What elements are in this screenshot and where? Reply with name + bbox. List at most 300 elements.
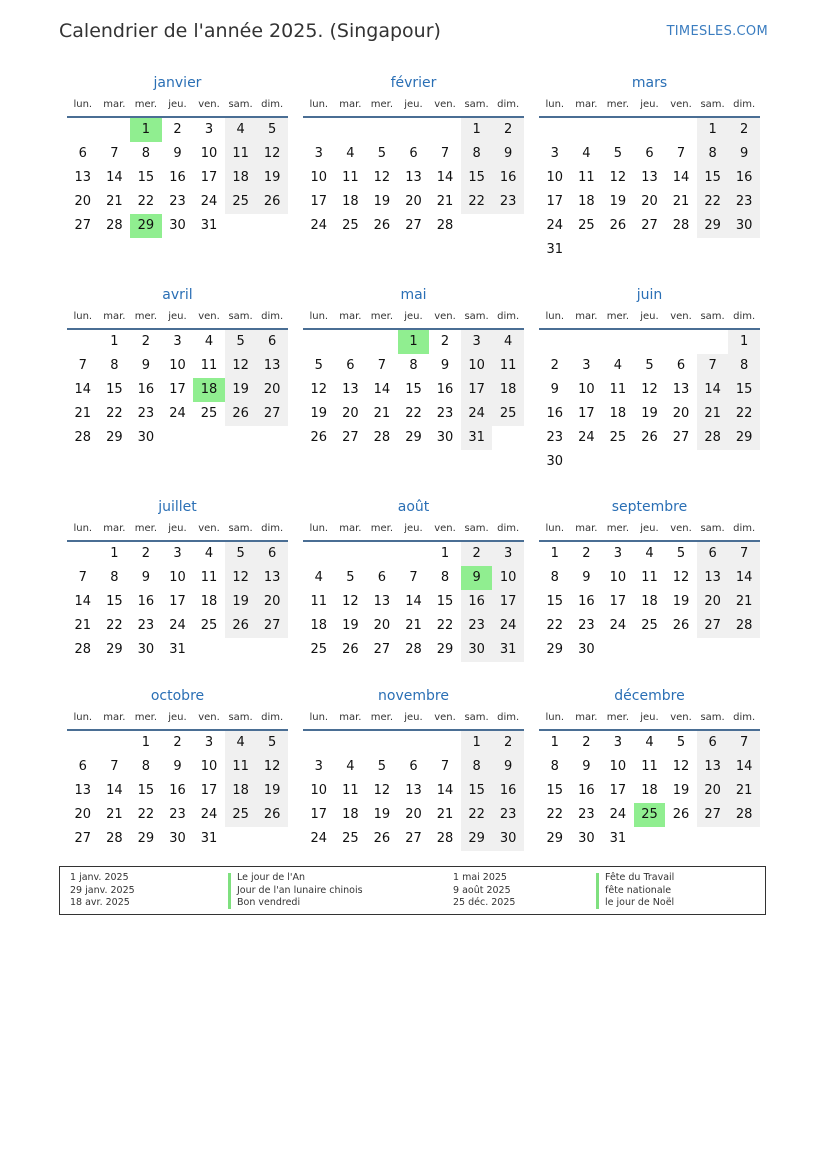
- day-cell: 13: [672, 382, 690, 397]
- weekday-label: dim.: [497, 99, 520, 110]
- week-row: [67, 142, 288, 166]
- month-name: avril: [162, 287, 193, 303]
- empty-day-cell: [398, 118, 430, 142]
- week-row: [539, 638, 760, 662]
- weekday-label: jeu.: [640, 712, 659, 723]
- empty-day-cell: [67, 542, 99, 566]
- month-block: [67, 685, 288, 851]
- day-cell: 14: [373, 382, 391, 397]
- day-cell: 15: [461, 166, 493, 190]
- empty-day-cell: [366, 731, 398, 755]
- weekday-label: jeu.: [404, 311, 423, 322]
- day-cell: 10: [200, 146, 218, 161]
- day-cell: 16: [728, 166, 760, 190]
- legend-holiday-marker: [596, 873, 599, 909]
- day-cell: 6: [697, 542, 729, 566]
- legend-date: 1 janv. 2025: [70, 872, 129, 883]
- day-cell: 5: [256, 731, 288, 755]
- month-block: [303, 685, 524, 851]
- week-row: [303, 590, 524, 614]
- weekday-label: sam.: [700, 99, 725, 110]
- day-cell: 2: [173, 122, 182, 137]
- day-cell: 1: [461, 731, 493, 755]
- day-cell: 18: [225, 166, 257, 190]
- day-cell: 23: [546, 430, 564, 445]
- day-cell: 27: [697, 803, 729, 827]
- weekday-label: dim.: [733, 99, 756, 110]
- day-cell: 28: [728, 803, 760, 827]
- day-cell: 30: [578, 642, 595, 657]
- day-cell: 2: [550, 358, 559, 373]
- day-cell: 10: [609, 759, 627, 774]
- month-name: septembre: [611, 499, 688, 515]
- day-cell: 27: [256, 614, 288, 638]
- week-row: [67, 354, 288, 378]
- day-cell: 10: [609, 570, 627, 585]
- week-row: [303, 166, 524, 190]
- day-cell: 12: [373, 783, 391, 798]
- day-cell: 30: [137, 642, 155, 657]
- empty-day-cell: [602, 638, 634, 662]
- day-cell: 9: [492, 755, 524, 779]
- day-cell: 14: [697, 378, 729, 402]
- day-cell: 15: [137, 783, 155, 798]
- day-cell: 25: [200, 406, 218, 421]
- empty-day-cell: [398, 542, 430, 566]
- day-cell: 13: [74, 783, 92, 798]
- day-cell: 11: [200, 570, 218, 585]
- week-row: [303, 402, 524, 426]
- day-cell: 9: [492, 142, 524, 166]
- week-row: [67, 402, 288, 426]
- weekday-header: [303, 94, 524, 118]
- day-cell: 25: [310, 642, 328, 657]
- weekday-label: mar.: [575, 523, 598, 534]
- day-cell: 20: [641, 194, 658, 209]
- day-cell: 31: [169, 642, 186, 657]
- day-cell: 7: [697, 354, 729, 378]
- month-name: mai: [400, 287, 427, 303]
- empty-day-cell: [225, 426, 257, 450]
- week-row: [539, 238, 760, 262]
- day-cell: 27: [405, 218, 422, 233]
- empty-day-cell: [256, 638, 288, 662]
- weekday-label: ven.: [434, 712, 456, 723]
- day-cell: 28: [106, 831, 123, 846]
- week-row: [67, 330, 288, 354]
- weekday-label: lun.: [545, 99, 565, 110]
- day-cell: 7: [409, 570, 418, 585]
- day-cell: 14: [728, 566, 760, 590]
- day-cell: 19: [672, 594, 690, 609]
- day-cell: 12: [225, 566, 257, 590]
- weekday-label: sam.: [700, 311, 725, 322]
- week-row: [539, 378, 760, 402]
- day-cell: 6: [377, 570, 387, 585]
- weekday-header: [67, 94, 288, 118]
- weekday-header: [67, 306, 288, 330]
- day-cell: 10: [492, 566, 524, 590]
- week-row: [67, 731, 288, 755]
- weekday-label: mar.: [339, 99, 362, 110]
- month-name: décembre: [614, 688, 685, 704]
- empty-day-cell: [225, 638, 257, 662]
- month-block: [539, 496, 760, 662]
- weekday-header: [539, 518, 760, 542]
- weekday-header: [303, 518, 524, 542]
- weekday-label: lun.: [309, 99, 329, 110]
- day-cell: 7: [110, 146, 119, 161]
- legend-left-names: [237, 872, 363, 910]
- day-cell: 3: [173, 546, 182, 561]
- week-row: [303, 330, 524, 354]
- day-cell: 24: [609, 618, 627, 633]
- week-row: [67, 827, 288, 851]
- day-cell: 9: [728, 142, 760, 166]
- week-row: [539, 614, 760, 638]
- weekday-header: [67, 707, 288, 731]
- day-cell: 14: [728, 755, 760, 779]
- weekday-label: mer.: [370, 712, 394, 723]
- day-cell: 2: [492, 118, 524, 142]
- day-cell: 1: [440, 546, 450, 561]
- weekday-label: mer.: [370, 99, 394, 110]
- day-cell: 22: [436, 618, 454, 633]
- day-cell: 21: [672, 194, 690, 209]
- empty-day-cell: [429, 118, 461, 142]
- day-cell: 26: [256, 190, 288, 214]
- empty-day-cell: [728, 827, 760, 851]
- day-cell: 6: [256, 330, 288, 354]
- week-row: [303, 779, 524, 803]
- day-cell: 17: [546, 194, 564, 209]
- weekday-label: dim.: [497, 523, 520, 534]
- day-cell: 26: [373, 831, 391, 846]
- day-cell: 27: [373, 642, 391, 657]
- day-cell: 5: [613, 146, 623, 161]
- weekday-label: lun.: [73, 311, 93, 322]
- day-cell: 30: [728, 214, 760, 238]
- day-cell: 3: [314, 759, 323, 774]
- day-cell: 7: [728, 542, 760, 566]
- day-cell: 12: [609, 170, 627, 185]
- week-row: [67, 803, 288, 827]
- weekday-label: lun.: [545, 712, 565, 723]
- day-cell: 15: [405, 382, 422, 397]
- legend-holiday-name: fête nationale: [605, 884, 672, 896]
- empty-day-cell: [303, 542, 335, 566]
- brand-link[interactable]: TIMESLES.COM: [666, 24, 768, 39]
- month-name: juin: [636, 287, 663, 303]
- day-cell: 3: [204, 122, 214, 137]
- day-cell: 2: [141, 546, 151, 561]
- day-cell: 15: [697, 166, 729, 190]
- day-cell: 20: [405, 807, 422, 822]
- day-cell: 29: [461, 827, 493, 851]
- day-cell: 13: [641, 170, 658, 185]
- day-cell: 17: [169, 382, 186, 397]
- holiday-day-cell: 9: [461, 566, 493, 590]
- day-cell: 30: [137, 430, 155, 445]
- day-cell: 9: [582, 570, 591, 585]
- day-cell: 11: [200, 358, 218, 373]
- day-cell: 26: [641, 430, 658, 445]
- day-cell: 31: [609, 831, 627, 846]
- day-cell: 22: [137, 807, 155, 822]
- day-cell: 15: [137, 170, 155, 185]
- day-cell: 11: [492, 354, 524, 378]
- empty-day-cell: [697, 238, 729, 262]
- weekday-label: ven.: [670, 99, 692, 110]
- empty-day-cell: [634, 330, 666, 354]
- legend-date: 9 août 2025: [453, 884, 511, 896]
- month-block: [67, 284, 288, 450]
- month-name: août: [397, 499, 430, 515]
- day-cell: 16: [461, 590, 493, 614]
- weekday-label: lun.: [73, 523, 93, 534]
- day-cell: 5: [256, 118, 288, 142]
- empty-day-cell: [602, 330, 634, 354]
- day-cell: 6: [409, 759, 418, 774]
- day-cell: 19: [373, 807, 391, 822]
- day-cell: 17: [609, 783, 627, 798]
- day-cell: 27: [256, 402, 288, 426]
- holiday-day-cell: 1: [130, 118, 162, 142]
- weekday-label: mar.: [339, 712, 362, 723]
- day-cell: 10: [461, 354, 493, 378]
- day-cell: 7: [78, 570, 87, 585]
- weekday-label: sam.: [228, 311, 253, 322]
- day-cell: 30: [546, 454, 564, 469]
- day-cell: 19: [256, 779, 288, 803]
- weekday-label: sam.: [464, 99, 489, 110]
- weekday-label: ven.: [198, 523, 220, 534]
- weekday-header: [67, 518, 288, 542]
- day-cell: 31: [546, 242, 564, 257]
- day-cell: 14: [436, 170, 454, 185]
- week-row: [67, 755, 288, 779]
- day-cell: 18: [609, 406, 627, 421]
- day-cell: 9: [141, 358, 151, 373]
- week-row: [67, 638, 288, 662]
- empty-day-cell: [303, 330, 335, 354]
- weekday-label: dim.: [497, 712, 520, 723]
- day-cell: 12: [641, 382, 658, 397]
- day-cell: 7: [728, 731, 760, 755]
- day-cell: 25: [641, 618, 658, 633]
- weekday-label: mar.: [339, 523, 362, 534]
- week-row: [303, 803, 524, 827]
- day-cell: 13: [405, 783, 422, 798]
- week-row: [539, 214, 760, 238]
- weekday-label: ven.: [434, 311, 456, 322]
- day-cell: 24: [461, 402, 493, 426]
- day-cell: 19: [672, 783, 690, 798]
- day-cell: 25: [578, 218, 595, 233]
- day-cell: 12: [256, 755, 288, 779]
- day-cell: 2: [582, 735, 591, 750]
- day-cell: 21: [405, 618, 422, 633]
- legend-right-names: [605, 872, 674, 910]
- legend-left-dates: [70, 872, 135, 910]
- weekday-label: dim.: [733, 523, 756, 534]
- empty-day-cell: [429, 731, 461, 755]
- day-cell: 3: [613, 735, 623, 750]
- day-cell: 2: [440, 334, 450, 349]
- day-cell: 29: [728, 426, 760, 450]
- day-cell: 8: [728, 354, 760, 378]
- day-cell: 12: [256, 142, 288, 166]
- weekday-label: dim.: [261, 523, 284, 534]
- day-cell: 26: [609, 218, 627, 233]
- day-cell: 23: [137, 618, 155, 633]
- day-cell: 12: [310, 382, 328, 397]
- day-cell: 10: [169, 358, 186, 373]
- day-cell: 25: [342, 831, 359, 846]
- day-cell: 9: [173, 146, 182, 161]
- week-row: [67, 542, 288, 566]
- day-cell: 11: [641, 570, 658, 585]
- day-cell: 4: [204, 334, 214, 349]
- day-cell: 13: [256, 354, 288, 378]
- weekday-label: lun.: [309, 523, 329, 534]
- day-cell: 26: [256, 803, 288, 827]
- day-cell: 3: [582, 358, 591, 373]
- day-cell: 17: [200, 783, 218, 798]
- day-cell: 12: [225, 354, 257, 378]
- legend-date: 29 janv. 2025: [70, 884, 135, 896]
- day-cell: 16: [578, 783, 595, 798]
- weekday-label: mar.: [103, 99, 126, 110]
- day-cell: 14: [672, 170, 690, 185]
- day-cell: 11: [225, 755, 257, 779]
- day-cell: 31: [492, 638, 524, 662]
- day-cell: 5: [225, 542, 257, 566]
- day-cell: 21: [373, 406, 391, 421]
- empty-day-cell: [67, 330, 99, 354]
- day-cell: 29: [697, 214, 729, 238]
- empty-day-cell: [303, 731, 335, 755]
- weekday-header: [303, 707, 524, 731]
- day-cell: 27: [405, 831, 422, 846]
- day-cell: 27: [342, 430, 359, 445]
- day-cell: 25: [200, 618, 218, 633]
- weekday-label: mar.: [339, 311, 362, 322]
- day-cell: 20: [697, 590, 729, 614]
- week-row: [67, 378, 288, 402]
- day-cell: 26: [672, 618, 690, 633]
- empty-day-cell: [67, 118, 99, 142]
- weekday-label: mer.: [606, 99, 630, 110]
- day-cell: 19: [225, 590, 257, 614]
- day-cell: 1: [550, 735, 559, 750]
- day-cell: 2: [461, 542, 493, 566]
- day-cell: 25: [492, 402, 524, 426]
- day-cell: 29: [546, 831, 564, 846]
- day-cell: 8: [550, 570, 559, 585]
- day-cell: 19: [310, 406, 328, 421]
- empty-day-cell: [728, 638, 760, 662]
- month-name: mars: [631, 75, 668, 91]
- day-cell: 30: [578, 831, 595, 846]
- empty-day-cell: [366, 330, 398, 354]
- day-cell: 11: [578, 170, 595, 185]
- empty-day-cell: [665, 238, 697, 262]
- day-cell: 13: [373, 594, 391, 609]
- weekday-label: ven.: [198, 311, 220, 322]
- day-cell: 28: [106, 218, 123, 233]
- day-cell: 27: [74, 831, 92, 846]
- day-cell: 11: [310, 594, 328, 609]
- day-cell: 1: [550, 546, 559, 561]
- weekday-label: mar.: [575, 99, 598, 110]
- day-cell: 29: [106, 430, 123, 445]
- empty-day-cell: [539, 330, 571, 354]
- day-cell: 23: [578, 618, 595, 633]
- empty-day-cell: [571, 118, 603, 142]
- day-cell: 15: [106, 594, 123, 609]
- day-cell: 24: [169, 618, 186, 633]
- day-cell: 18: [200, 594, 218, 609]
- weekday-label: mer.: [134, 712, 158, 723]
- week-row: [303, 566, 524, 590]
- day-cell: 5: [676, 546, 686, 561]
- weekday-label: sam.: [228, 523, 253, 534]
- day-cell: 14: [436, 783, 454, 798]
- week-row: [303, 354, 524, 378]
- weekday-label: lun.: [73, 99, 93, 110]
- weekday-label: sam.: [228, 99, 253, 110]
- day-cell: 29: [405, 430, 422, 445]
- week-row: [539, 190, 760, 214]
- empty-day-cell: [225, 827, 257, 851]
- day-cell: 28: [74, 430, 92, 445]
- day-cell: 28: [728, 614, 760, 638]
- day-cell: 11: [225, 142, 257, 166]
- page-header: [59, 20, 768, 46]
- weekday-label: dim.: [261, 311, 284, 322]
- legend-date: 18 avr. 2025: [70, 897, 130, 908]
- day-cell: 10: [169, 570, 186, 585]
- month-block: [539, 685, 760, 851]
- day-cell: 6: [78, 759, 87, 774]
- day-cell: 3: [492, 542, 524, 566]
- day-cell: 23: [169, 807, 186, 822]
- weekday-label: sam.: [700, 523, 725, 534]
- month-name: novembre: [378, 688, 449, 704]
- weekday-label: sam.: [464, 712, 489, 723]
- day-cell: 20: [697, 779, 729, 803]
- month-name: février: [390, 75, 437, 91]
- empty-day-cell: [634, 238, 666, 262]
- day-cell: 22: [106, 618, 123, 633]
- day-cell: 21: [436, 807, 454, 822]
- day-cell: 30: [169, 218, 186, 233]
- empty-day-cell: [335, 330, 367, 354]
- day-cell: 24: [200, 807, 218, 822]
- day-cell: 1: [728, 330, 760, 354]
- day-cell: 1: [697, 118, 729, 142]
- day-cell: 19: [256, 166, 288, 190]
- day-cell: 13: [342, 382, 359, 397]
- day-cell: 17: [461, 378, 493, 402]
- day-cell: 6: [697, 731, 729, 755]
- day-cell: 6: [256, 542, 288, 566]
- day-cell: 7: [78, 358, 87, 373]
- day-cell: 7: [676, 146, 686, 161]
- empty-day-cell: [99, 731, 131, 755]
- weekday-label: lun.: [309, 712, 329, 723]
